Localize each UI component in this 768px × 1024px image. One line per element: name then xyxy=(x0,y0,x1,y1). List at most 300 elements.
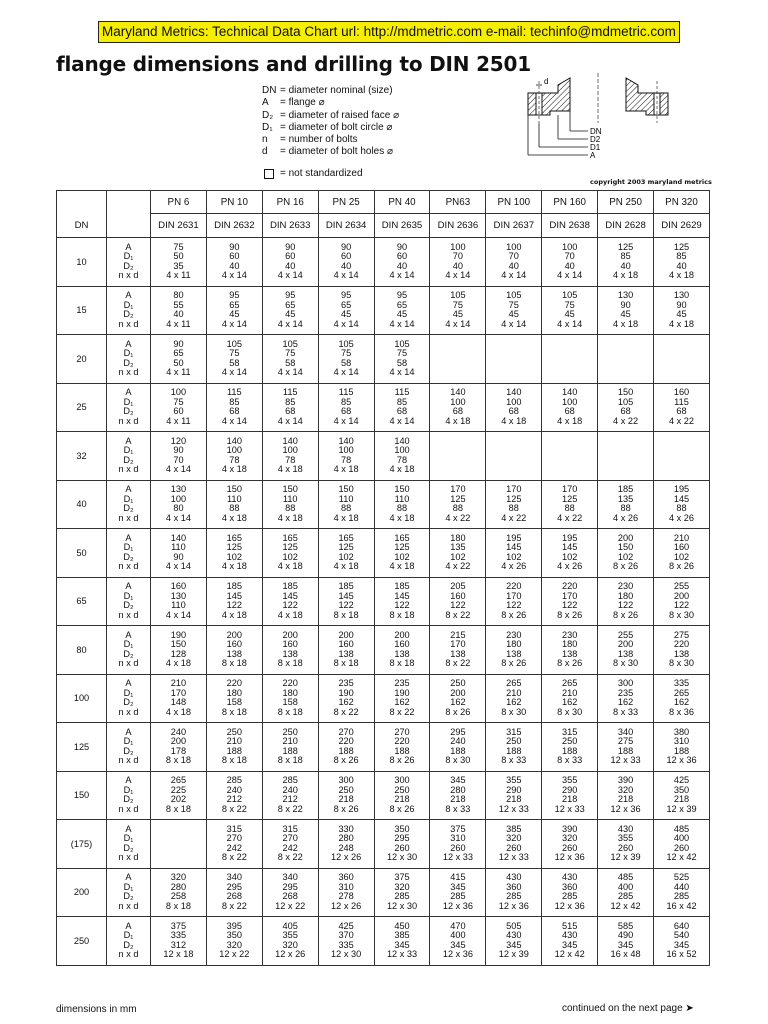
dimension-value: 45 xyxy=(396,309,408,320)
dimension-value: 265 xyxy=(506,678,522,689)
dimension-value-cell xyxy=(430,723,486,772)
dimension-value: 8 x 26 xyxy=(557,658,583,669)
dimension-value: 4 x 14 xyxy=(221,318,247,329)
dimension-labels-cell xyxy=(107,238,151,287)
dimension-labels-cell xyxy=(107,674,151,723)
dimension-label: n x d xyxy=(118,464,139,475)
dimension-labels-cell xyxy=(107,286,151,335)
dimension-value: 90 xyxy=(229,241,240,252)
dimension-value-cell xyxy=(262,577,318,626)
dimension-value: 4 x 11 xyxy=(166,270,191,281)
dimension-label: D₁ xyxy=(123,396,134,407)
dimension-value: 8 x 30 xyxy=(445,755,471,766)
drawing-label-d2: D2 xyxy=(590,135,601,144)
dimension-value: 8 x 18 xyxy=(221,706,247,717)
dimension-value: 170 xyxy=(170,687,187,698)
dimension-value: 8 x 18 xyxy=(277,658,303,669)
dimension-value: 4 x 14 xyxy=(333,415,359,426)
pressure-rating-header: PN 100 xyxy=(486,191,542,214)
dimension-value: 68 xyxy=(285,406,296,417)
legend-item xyxy=(262,110,399,122)
dimension-value: 205 xyxy=(450,581,466,592)
dimension-labels-cell xyxy=(107,383,151,432)
table-row xyxy=(57,771,710,820)
dimension-label: D₂ xyxy=(123,891,134,902)
dimension-value: 4 x 18 xyxy=(445,415,471,426)
dimension-value: 125 xyxy=(673,241,690,252)
dimension-value: 8 x 22 xyxy=(445,658,471,669)
dimension-value: 268 xyxy=(282,891,298,902)
dimension-value: 8 x 33 xyxy=(445,803,471,814)
dimension-value: 138 xyxy=(450,648,466,659)
legend-item xyxy=(262,97,399,109)
dimension-value: 210 xyxy=(673,532,690,543)
dimension-value: 220 xyxy=(282,678,298,689)
dimension-value: 8 x 26 xyxy=(668,561,695,572)
dimension-value: 265 xyxy=(170,775,187,786)
table-row xyxy=(57,432,710,481)
dimension-value-cell xyxy=(206,723,262,772)
dimension-value: 12 x 39 xyxy=(666,803,697,814)
dimension-value-cell xyxy=(206,335,262,384)
dimension-value: 540 xyxy=(673,930,690,941)
dimension-label: n x d xyxy=(118,658,139,669)
dimension-value: 162 xyxy=(506,697,522,708)
dimension-value: 390 xyxy=(562,823,578,834)
table-row xyxy=(57,529,710,578)
dimension-value: 345 xyxy=(450,939,466,950)
dimension-value: 405 xyxy=(282,920,298,931)
dimension-value: 8 x 22 xyxy=(221,852,247,863)
dimension-value: 135 xyxy=(617,493,634,504)
dimension-value: 85 xyxy=(676,251,687,262)
dimension-value-cell xyxy=(654,723,710,772)
dimension-value: 16 x 52 xyxy=(666,949,697,960)
dimension-value: 100 xyxy=(226,445,242,456)
dimension-value: 218 xyxy=(450,794,466,805)
dimension-label: D₁ xyxy=(123,348,134,359)
dimension-value: 218 xyxy=(394,794,410,805)
dn-size-cell: 32 xyxy=(57,432,107,481)
dimension-value: 8 x 18 xyxy=(333,658,359,669)
dimension-value: 212 xyxy=(226,794,242,805)
dimension-value: 8 x 18 xyxy=(277,755,303,766)
dimension-label: D₁ xyxy=(123,736,134,747)
dimension-labels-cell xyxy=(107,626,151,675)
dimension-value: 8 x 26 xyxy=(333,755,359,766)
dimension-value: 4 x 14 xyxy=(389,415,415,426)
dimension-value: 100 xyxy=(282,445,298,456)
dn-size-cell: 250 xyxy=(57,917,107,966)
dimension-value-cell xyxy=(486,771,542,820)
dimension-label: n x d xyxy=(118,270,139,281)
dimension-value: 102 xyxy=(282,551,298,562)
dn-header-top xyxy=(57,191,107,214)
dimension-value: 340 xyxy=(282,872,298,883)
dimension-value: 370 xyxy=(338,930,354,941)
dimension-value: 430 xyxy=(617,823,634,834)
dimension-value: 270 xyxy=(338,726,354,737)
pressure-rating-header: PN 320 xyxy=(654,191,710,214)
dn-size-cell: 10 xyxy=(57,238,107,287)
dimension-value-cell xyxy=(486,480,542,529)
dimension-value: 320 xyxy=(226,939,242,950)
dimension-value: 235 xyxy=(338,678,354,689)
dimension-value: 102 xyxy=(450,551,466,562)
dimension-value: 90 xyxy=(285,241,296,252)
dimension-value: 180 xyxy=(450,532,466,543)
dimension-value: 125 xyxy=(226,542,242,553)
dimension-value: 8 x 22 xyxy=(277,803,303,814)
dimension-value: 115 xyxy=(227,387,242,398)
dimension-label: D₁ xyxy=(123,299,134,310)
dimension-value: 250 xyxy=(226,726,242,737)
dimension-value: 285 xyxy=(394,891,410,902)
dimension-value: 140 xyxy=(170,532,187,543)
dimension-label: D₁ xyxy=(123,590,134,601)
table-row xyxy=(57,577,710,626)
dn-size-cell: 200 xyxy=(57,868,107,917)
dimension-value: 162 xyxy=(338,697,354,708)
dimension-value: 188 xyxy=(450,745,466,756)
dimension-value: 78 xyxy=(341,454,352,465)
dimension-value: 320 xyxy=(170,872,187,883)
dimension-value: 180 xyxy=(562,639,578,650)
dimension-value: 8 x 30 xyxy=(613,658,639,669)
dimension-value-cell xyxy=(318,480,374,529)
dimension-value: 68 xyxy=(564,406,575,417)
dimension-value-cell xyxy=(430,383,486,432)
dimension-value: 8 x 26 xyxy=(445,706,471,717)
dimension-value: 150 xyxy=(170,639,187,650)
dimension-value-cell xyxy=(430,529,486,578)
dimension-value: 195 xyxy=(562,532,578,543)
dimension-value: 315 xyxy=(282,823,298,834)
dimension-value-cell xyxy=(598,286,654,335)
dimension-value: 4 x 14 xyxy=(165,464,191,475)
dimension-label: A xyxy=(125,484,132,495)
dimension-value: 75 xyxy=(341,348,352,359)
dimension-value: 122 xyxy=(338,600,354,611)
dimension-value: 485 xyxy=(617,872,634,883)
dimension-value: 250 xyxy=(394,784,410,795)
dimension-value: 275 xyxy=(617,736,634,747)
dimension-value: 8 x 26 xyxy=(501,658,527,669)
dimension-value-cell xyxy=(430,286,486,335)
dimension-value: 8 x 26 xyxy=(557,609,583,620)
dimension-value-cell xyxy=(206,577,262,626)
dimension-value: 315 xyxy=(506,726,522,737)
dimension-value: 360 xyxy=(338,872,354,883)
dimension-label: n x d xyxy=(118,949,139,960)
dimension-value: 4 x 18 xyxy=(221,512,247,523)
dimension-value-cell xyxy=(262,917,318,966)
dimension-value: 130 xyxy=(170,590,187,601)
dimension-label: A xyxy=(125,678,132,689)
dimension-value: 12 x 42 xyxy=(666,852,697,863)
dimension-value: 75 xyxy=(173,396,184,407)
dimension-value-cell xyxy=(374,868,430,917)
dimension-value: 4 x 22 xyxy=(445,561,471,572)
dimension-value: 68 xyxy=(229,406,240,417)
dimension-value: 270 xyxy=(394,726,410,737)
din-standard-header: DIN 2638 xyxy=(542,214,598,238)
label-header-top xyxy=(107,191,151,214)
dimension-value: 188 xyxy=(617,745,634,756)
dimension-value: 450 xyxy=(394,920,410,931)
din-standard-header: DIN 2628 xyxy=(598,214,654,238)
dimension-value: 190 xyxy=(170,629,187,640)
dimension-value: 180 xyxy=(617,590,634,601)
dimension-value: 65 xyxy=(285,299,296,310)
dimension-value-cell xyxy=(542,820,598,869)
dimension-value: 160 xyxy=(170,581,187,592)
dimension-value-cell xyxy=(654,674,710,723)
dimension-value: 12 x 36 xyxy=(666,755,697,766)
dimension-value: 125 xyxy=(617,241,634,252)
dimension-value: 90 xyxy=(173,445,184,456)
table-row xyxy=(57,723,710,772)
dimension-value-cell xyxy=(206,674,262,723)
dimension-value-cell xyxy=(654,238,710,287)
dimension-value: 4 x 18 xyxy=(557,415,583,426)
dimension-value: 16 x 42 xyxy=(666,900,697,911)
dimension-value: 50 xyxy=(173,251,184,262)
dimension-value: 202 xyxy=(170,794,187,805)
dimension-label: n x d xyxy=(118,318,139,329)
dimension-value: 75 xyxy=(396,348,408,359)
dimension-value: 158 xyxy=(282,697,298,708)
dimension-value: 188 xyxy=(506,745,522,756)
table-row xyxy=(57,626,710,675)
dimension-value: 60 xyxy=(173,406,184,417)
dimension-value: 122 xyxy=(673,600,690,611)
dimension-value-cell xyxy=(206,286,262,335)
dimension-value-cell xyxy=(151,480,207,529)
dimension-value: 8 x 30 xyxy=(668,658,695,669)
dimension-value: 150 xyxy=(617,387,634,398)
dimension-value: 4 x 22 xyxy=(613,415,639,426)
dimension-value: 110 xyxy=(282,493,298,504)
din-standard-header: DIN 2631 xyxy=(151,214,207,238)
dimension-value: 105 xyxy=(617,396,634,407)
dn-size-cell: 40 xyxy=(57,480,107,529)
dimension-value: 120 xyxy=(170,435,187,446)
dimension-value: 105 xyxy=(338,338,354,349)
dimension-value: 160 xyxy=(673,387,690,398)
dimension-value: 200 xyxy=(170,736,187,747)
dimension-value-cell xyxy=(598,917,654,966)
dimension-value: 75 xyxy=(173,241,184,252)
units-note: dimensions in mm xyxy=(56,1004,137,1015)
dimension-value: 4 x 14 xyxy=(277,318,303,329)
dimension-value: 65 xyxy=(229,299,240,310)
dimension-value: 210 xyxy=(506,687,522,698)
dimension-value: 320 xyxy=(562,833,578,844)
dn-size-cell: 125 xyxy=(57,723,107,772)
dimension-value: 4 x 22 xyxy=(557,512,583,523)
dimension-value: 105 xyxy=(506,290,522,301)
dimension-label: D₂ xyxy=(123,600,134,611)
dimension-value: 315 xyxy=(226,823,242,834)
dimension-value: 4 x 14 xyxy=(277,367,303,378)
dimension-value: 4 x 26 xyxy=(613,512,639,523)
dimension-value: 170 xyxy=(506,590,522,601)
dimension-value: 470 xyxy=(450,920,466,931)
dimension-value-cell xyxy=(318,771,374,820)
dimension-label: A xyxy=(125,726,132,737)
dimension-label: D₂ xyxy=(123,309,134,320)
dimension-value: 220 xyxy=(673,639,690,650)
dimension-value: 115 xyxy=(282,387,298,398)
dimension-value: 45 xyxy=(285,309,296,320)
dimension-value: 65 xyxy=(341,299,352,310)
dimension-value-cell xyxy=(151,723,207,772)
dimension-value: 40 xyxy=(508,260,519,271)
dimension-value-cell xyxy=(318,723,374,772)
dimension-value: 95 xyxy=(341,290,352,301)
legend-description: = diameter of raised face ⌀ xyxy=(280,109,400,121)
dimension-value-cell xyxy=(486,238,542,287)
dimension-value-cell xyxy=(262,432,318,481)
dimension-value: 102 xyxy=(506,551,522,562)
dimension-value: 4 x 14 xyxy=(445,318,471,329)
dimension-value: 100 xyxy=(170,493,187,504)
drawing-label-d1: D1 xyxy=(590,143,601,152)
dimension-value: 185 xyxy=(394,581,410,592)
pressure-rating-header: PN 40 xyxy=(374,191,430,214)
dimension-value: 90 xyxy=(173,551,184,562)
dimension-value: 4 x 14 xyxy=(333,367,359,378)
dimension-value: 145 xyxy=(226,590,242,601)
dimension-value-cell xyxy=(318,674,374,723)
dimension-label: D₂ xyxy=(123,794,134,805)
dn-size-cell: 25 xyxy=(57,383,107,432)
dimension-value-cell xyxy=(318,383,374,432)
dimension-value: 8 x 30 xyxy=(668,609,695,620)
dimension-value: 45 xyxy=(620,309,631,320)
dimension-value: 160 xyxy=(450,590,466,601)
dimension-value: 4 x 18 xyxy=(277,609,303,620)
dimension-value: 100 xyxy=(562,396,578,407)
din-standard-header: DIN 2633 xyxy=(262,214,318,238)
dimension-value: 65 xyxy=(396,299,408,310)
dimension-value: 145 xyxy=(338,590,354,601)
dimension-value: 40 xyxy=(341,260,352,271)
dimension-value-cell xyxy=(374,577,430,626)
dimension-value: 70 xyxy=(173,454,184,465)
dn-size-cell: 100 xyxy=(57,674,107,723)
dimension-value: 4 x 18 xyxy=(389,512,415,523)
dimension-value-cell xyxy=(430,868,486,917)
dimension-value-cell xyxy=(151,286,207,335)
dimension-value: 355 xyxy=(506,775,522,786)
dimension-value: 430 xyxy=(562,872,578,883)
dimension-label: D₂ xyxy=(123,454,134,465)
legend-symbol: n xyxy=(262,134,268,146)
dn-size-cell: 65 xyxy=(57,577,107,626)
legend-item xyxy=(262,146,399,158)
dimension-value: 60 xyxy=(341,251,352,262)
dimension-value: 220 xyxy=(338,736,354,747)
dimension-value: 195 xyxy=(673,484,690,495)
dimension-value: 68 xyxy=(452,406,464,417)
dimension-value: 40 xyxy=(396,260,408,271)
dimension-value-cell xyxy=(151,577,207,626)
dimension-value: 260 xyxy=(562,842,578,853)
dimension-value: 140 xyxy=(226,435,242,446)
dimension-value: 4 x 14 xyxy=(165,561,191,572)
dimension-value: 150 xyxy=(394,484,410,495)
continued-note: continued on the next page ➤ xyxy=(562,1003,694,1014)
dimension-value: 180 xyxy=(506,639,522,650)
legend-description: = diameter nominal (size) xyxy=(280,85,393,96)
legend-symbol: DN xyxy=(262,85,277,96)
dimension-value-cell xyxy=(542,771,598,820)
dimension-value: 220 xyxy=(506,581,522,592)
dimension-value: 210 xyxy=(226,736,242,747)
dimension-label: D₂ xyxy=(123,697,134,708)
flange-cross-section-drawing xyxy=(520,73,710,165)
table-row xyxy=(57,383,710,432)
dimension-value: 258 xyxy=(170,891,187,902)
dimension-value: 310 xyxy=(673,736,690,747)
dimension-value-cell xyxy=(206,383,262,432)
dimension-value: 45 xyxy=(452,309,464,320)
dimension-value-cell xyxy=(430,335,486,384)
dimension-value-cell xyxy=(486,432,542,481)
dimension-value: 312 xyxy=(170,939,187,950)
dimension-value: 4 x 18 xyxy=(389,561,415,572)
dimension-label: n x d xyxy=(118,900,139,911)
dimension-value: 8 x 26 xyxy=(389,803,415,814)
dimension-value: 40 xyxy=(452,260,464,271)
dimension-value: 150 xyxy=(282,484,298,495)
dimension-value: 8 x 22 xyxy=(333,706,359,717)
dimension-value: 270 xyxy=(226,833,242,844)
dimension-value: 4 x 18 xyxy=(277,561,303,572)
dimension-value: 80 xyxy=(173,290,184,301)
dimension-value-cell xyxy=(374,238,430,287)
dimension-value: 115 xyxy=(338,387,354,398)
dimension-value: 160 xyxy=(338,639,354,650)
legend-item xyxy=(262,85,399,97)
dimension-label: D₂ xyxy=(123,406,134,417)
dimension-value: 145 xyxy=(282,590,298,601)
dimension-value: 255 xyxy=(673,581,690,592)
dimension-value-cell xyxy=(374,335,430,384)
dimension-value-cell xyxy=(151,674,207,723)
dimension-value: 8 x 26 xyxy=(501,609,527,620)
table-row xyxy=(57,335,710,384)
din-standard-header: DIN 2632 xyxy=(206,214,262,238)
dimension-value: 330 xyxy=(338,823,354,834)
dimension-value: 260 xyxy=(617,842,634,853)
dimension-value: 8 x 33 xyxy=(613,706,639,717)
dimension-value: 8 x 18 xyxy=(389,609,415,620)
dimension-value: 90 xyxy=(173,338,184,349)
dimension-value: 170 xyxy=(506,484,522,495)
dimension-value: 4 x 18 xyxy=(165,706,191,717)
dimension-value: 125 xyxy=(338,542,354,553)
dimension-value: 380 xyxy=(673,726,690,737)
dimension-value: 8 x 30 xyxy=(501,706,527,717)
dimension-labels-cell xyxy=(107,917,151,966)
dimension-value: 12 x 33 xyxy=(498,852,529,863)
dimension-value: 85 xyxy=(229,396,240,407)
drawing-label-d: d xyxy=(544,77,549,86)
dimension-value-cell xyxy=(598,674,654,723)
